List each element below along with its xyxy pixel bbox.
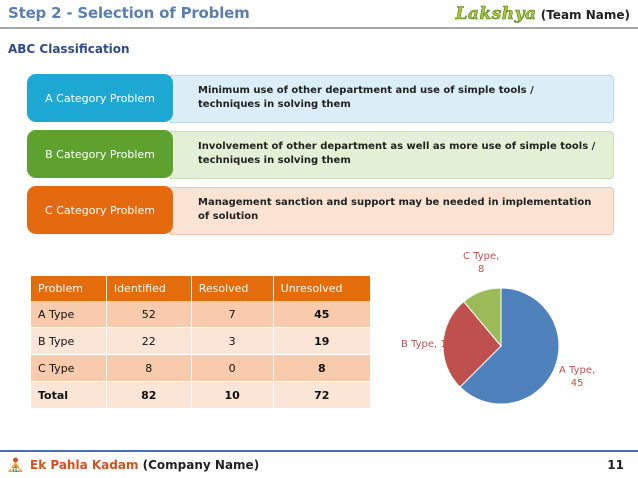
page-number: 11 — [607, 458, 624, 472]
table-row — [31, 355, 371, 382]
category-c-label: C Category Problem — [45, 203, 155, 217]
category-c-description: Management sanction and support may be needed in implementation of solution — [198, 197, 592, 222]
page-title: Step 2 - Selection of Problem — [8, 4, 250, 22]
company-name-label: (Company Name) — [142, 458, 260, 472]
category-a-description: Minimum use of other department and use of simple tools / techniques in solving them — [198, 85, 534, 110]
row-a-identified: 52 — [106, 301, 191, 328]
epk-logo-text: EPK — [10, 468, 21, 473]
category-b-description-band — [170, 131, 614, 179]
table-header-row — [31, 276, 371, 301]
lakshya-logo: Lakshya — [455, 4, 537, 24]
total-label: Total — [31, 382, 106, 409]
row-c-problem: C Type — [31, 355, 106, 382]
table-row — [31, 301, 371, 328]
pie-label-b-type: B Type, 19 — [401, 339, 454, 350]
total-resolved: 10 — [191, 382, 273, 409]
total-unresolved: 72 — [273, 382, 370, 409]
table-total-row — [31, 382, 371, 409]
pie-label-a-type: A Type, 45 — [559, 365, 596, 389]
category-b-label: B Category Problem — [45, 147, 155, 161]
header-problem: Problem — [31, 276, 106, 301]
company-footer — [30, 458, 259, 472]
category-a-box — [27, 74, 173, 122]
header-resolved: Resolved — [191, 276, 273, 301]
row-b-unresolved: 19 — [273, 328, 370, 355]
row-b-resolved: 3 — [191, 328, 273, 355]
category-a-description-band — [170, 75, 614, 123]
row-c-identified: 8 — [106, 355, 191, 382]
row-a-unresolved: 45 — [273, 301, 370, 328]
pie-label-c-type: C Type, 8 — [463, 251, 500, 275]
header-divider — [0, 27, 638, 29]
header-identified: Identified — [106, 276, 191, 301]
category-b-box — [27, 130, 173, 178]
problem-status-table — [31, 276, 371, 409]
row-b-identified: 22 — [106, 328, 191, 355]
team-name-label: (Team Name) — [540, 8, 630, 22]
category-a-label: A Category Problem — [45, 91, 155, 105]
section-subtitle: ABC Classification — [8, 42, 130, 56]
row-c-resolved: 0 — [191, 355, 273, 382]
category-c-box — [27, 186, 173, 234]
row-a-problem: A Type — [31, 301, 106, 328]
row-c-unresolved: 8 — [273, 355, 370, 382]
category-b-description: Involvement of other department as well as more use of simple tools / techniques in solving them — [198, 141, 596, 166]
header-unresolved: Unresolved — [273, 276, 370, 301]
row-b-problem: B Type — [31, 328, 106, 355]
team-brand — [455, 4, 630, 24]
row-a-resolved: 7 — [191, 301, 273, 328]
table-row — [31, 328, 371, 355]
epk-logo-icon — [7, 456, 24, 473]
footer-divider — [0, 450, 638, 452]
category-c-description-band — [170, 187, 614, 235]
company-name: Ek Pahla Kadam — [30, 458, 139, 472]
total-identified: 82 — [106, 382, 191, 409]
